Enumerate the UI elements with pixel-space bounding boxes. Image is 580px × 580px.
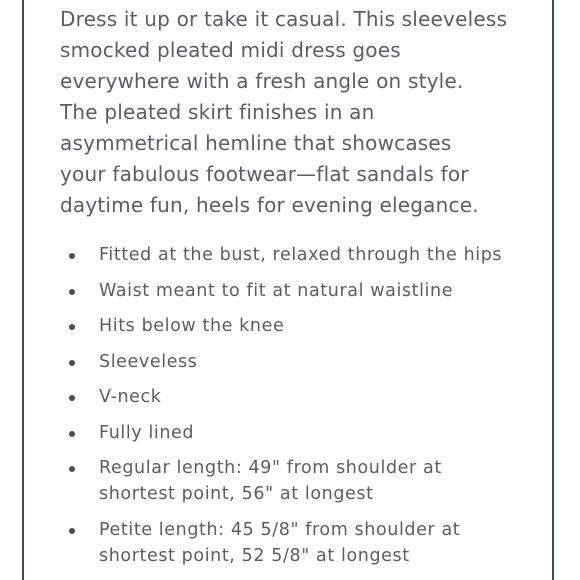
bullet-icon	[69, 431, 75, 437]
bullet-icon	[69, 466, 75, 472]
list-item	[60, 242, 530, 268]
list-item	[60, 349, 530, 375]
list-item-text: Sleeveless	[99, 351, 198, 372]
description-paragraph: Dress it up or take it casual. This sleeveless smocked pleated midi dress goes everywhere with a fresh angle on style. The pleated skirt finishes in an asymmetrical hemline that showcases your fabulous footwear—flat sandals for daytime fun, heels for evening elegance.	[60, 7, 508, 217]
list-item-text: V-neck	[99, 387, 162, 407]
bullet-icon	[69, 528, 75, 534]
list-item	[60, 420, 530, 446]
list-item-text: Fully lined	[99, 422, 195, 443]
bullet-icon	[69, 324, 75, 330]
bullet-icon	[69, 253, 75, 259]
list-item-text: Petite length: 45 5/8" from shoulder at shortest point, 52 5/8" at longest	[99, 519, 461, 566]
list-item	[60, 517, 530, 569]
list-item	[60, 455, 530, 507]
feature-list	[60, 242, 530, 578]
list-item	[60, 278, 530, 304]
description-content	[60, 4, 540, 566]
list-item	[60, 313, 530, 339]
list-item-text: Fitted at the bust, relaxed through the hips	[99, 245, 503, 265]
list-item-text: Regular length: 49" from shoulder at shortest point, 56" at longest	[99, 458, 442, 504]
bullet-icon	[69, 360, 75, 366]
list-item-text: Waist meant to fit at natural waistline	[99, 280, 454, 301]
bullet-icon	[69, 395, 75, 401]
list-item	[60, 384, 530, 410]
bullet-icon	[69, 289, 75, 295]
list-item-text: Hits below the knee	[99, 316, 285, 336]
